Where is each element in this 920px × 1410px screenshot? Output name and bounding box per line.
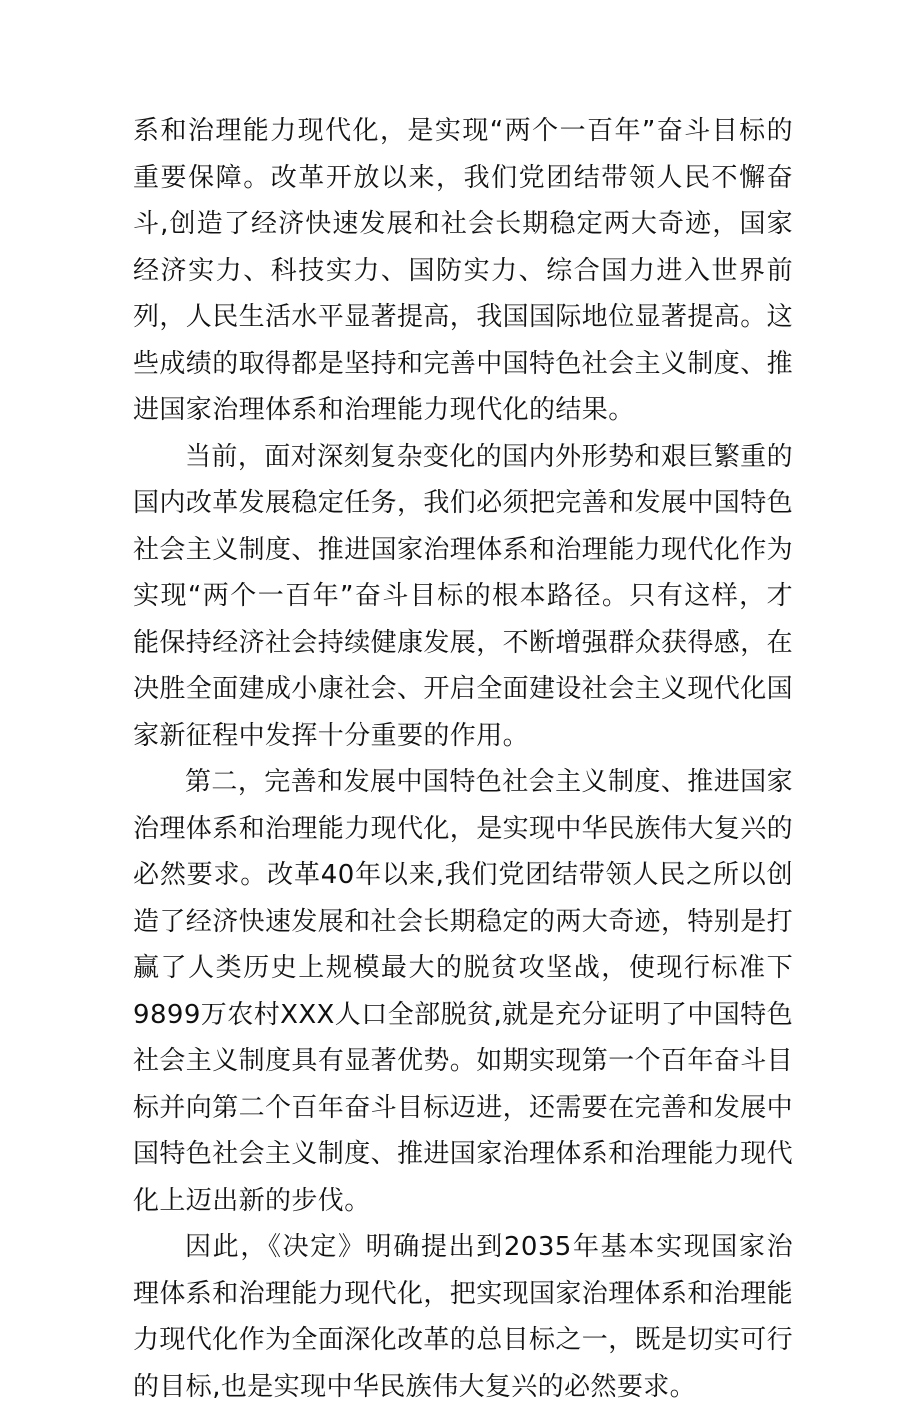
paragraph-current-situation: 当前，面对深刻复杂变化的国内外形势和艰巨繁重的国内改革发展稳定任务，我们必须把完善和发展中国特色社会主义制度、推进国家治理体系和治理能力现代化作为实现“两个一百年”奋斗目标的根本路径。只有这样，才能保持经济社会持续健康发展，不断增强群众获得感，在决胜全面建成小康社会、开启全面建设社会主义现代化国家新征程中发挥十分重要的作用。 bbox=[133, 441, 794, 751]
paragraph-conclusion: 因此，《决定》明确提出到2035年基本实现国家治理体系和治理能力现代化，把实现国家治理体系和治理能力现代化作为全面深化改革的总目标之一，既是切实可行的目标,也是实现中华民族伟大复兴的必然要求。 bbox=[133, 1232, 794, 1402]
document-body bbox=[133, 108, 793, 1410]
paragraph-continuation: 系和治理能力现代化，是实现“两个一百年”奋斗目标的重要保障。改革开放以来，我们党团结带领人民不懈奋斗,创造了经济快速发展和社会长期稳定两大奇迹，国家经济实力、科技实力、国防实力、综合国力进入世界前列，人民生活水平显著提高，我国国际地位显著提高。这些成绩的取得都是坚持和完善中国特色社会主义制度、推进国家治理体系和治理能力现代化的结果。 bbox=[133, 116, 794, 425]
paragraph-second-point: 第二，完善和发展中国特色社会主义制度、推进国家治理体系和治理能力现代化，是实现中华民族伟大复兴的必然要求。改革40年以来,我们党团结带领人民之所以创造了经济快速发展和社会长期稳定的两大奇迹，特别是打赢了人类历史上规模最大的脱贫攻坚战，使现行标准下9899万农村XXX人口全部脱贫,就是充分证明了中国特色社会主义制度具有显著优势。如期实现第一个百年奋斗目标并向第二个百年奋斗目标迈进，还需要在完善和发展中国特色社会主义制度、推进国家治理体系和治理能力现代化上迈出新的步伐。 bbox=[133, 767, 794, 1216]
